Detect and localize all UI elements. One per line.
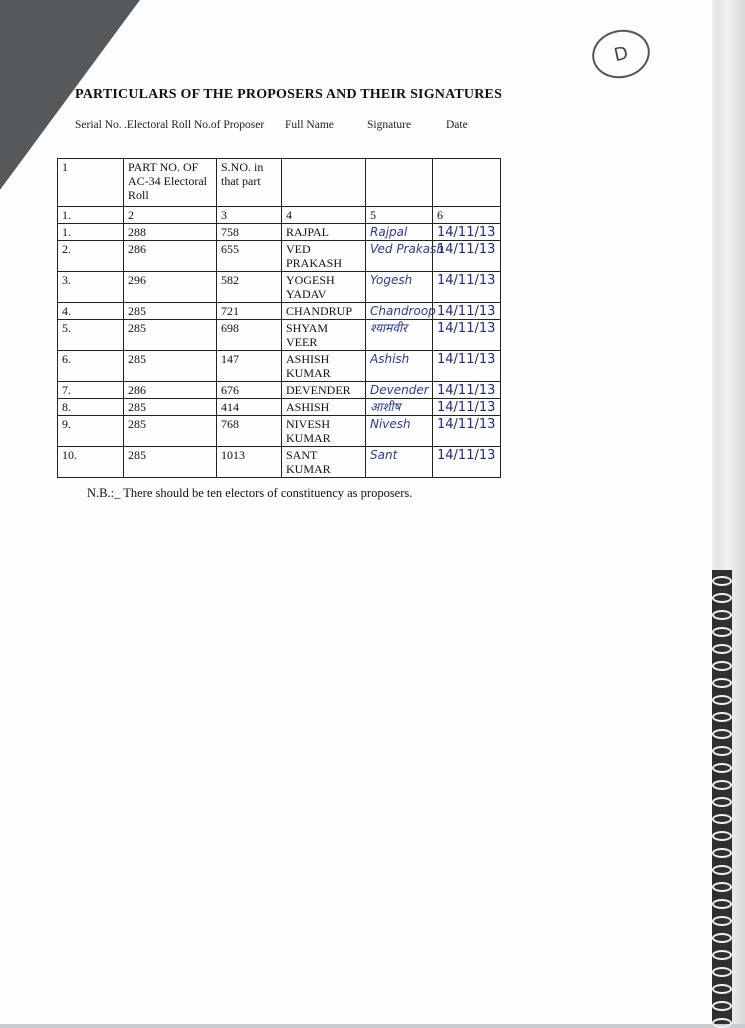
handwritten-signature: Chandroop <box>370 304 436 318</box>
serial-cell: 6. <box>58 351 124 382</box>
table-row <box>58 241 501 272</box>
handwritten-date: 14/11/13 <box>437 352 496 367</box>
col-header-3: S.NO. in that part <box>217 159 282 207</box>
spiral-coil <box>712 984 732 994</box>
part-no-cell: 286 <box>124 241 217 272</box>
handwritten-signature: आशीष <box>370 400 401 414</box>
handwritten-date: 14/11/13 <box>437 448 496 463</box>
spiral-coil <box>712 610 732 620</box>
date-cell <box>433 320 501 351</box>
table-row <box>58 272 501 303</box>
name-cell: VED PRAKASH <box>282 241 366 272</box>
handwritten-signature: Sant <box>370 448 398 462</box>
handwritten-date: 14/11/13 <box>437 273 496 288</box>
serial-cell: 4. <box>58 303 124 320</box>
spiral-coil <box>712 712 732 722</box>
signature-cell <box>366 303 436 320</box>
spiral-coil <box>712 814 732 824</box>
spiral-coil <box>712 1001 732 1011</box>
signature-cell <box>366 320 433 351</box>
part-no-cell: 285 <box>124 320 217 351</box>
proposers-table <box>57 158 501 478</box>
header-date: Date <box>446 119 468 131</box>
signature-cell <box>366 351 433 382</box>
table-row <box>58 320 501 351</box>
sno-cell: 676 <box>217 382 282 399</box>
table-row <box>58 303 501 320</box>
table-row <box>58 416 501 447</box>
name-cell: NIVESH KUMAR <box>282 416 366 447</box>
sno-cell: 698 <box>217 320 282 351</box>
sno-cell: 414 <box>217 399 282 416</box>
header-full-name: Full Name <box>285 119 334 131</box>
serial-cell: 7. <box>58 382 124 399</box>
date-cell <box>433 416 501 447</box>
date-cell <box>433 272 501 303</box>
handwritten-signature: Ashish <box>370 352 410 366</box>
footnote: N.B.:_ There should be ten electors of constituency as proposers. <box>87 486 413 500</box>
part-no-cell: 296 <box>124 272 217 303</box>
spiral-coil <box>712 967 732 977</box>
part-no-cell: 285 <box>124 303 217 320</box>
spiral-coil <box>712 865 732 875</box>
handwritten-date: 14/11/13 <box>437 383 496 398</box>
spiral-coil <box>712 780 732 790</box>
col-header-5 <box>366 159 433 207</box>
signature-cell <box>366 224 433 241</box>
sno-cell: 582 <box>217 272 282 303</box>
spiral-coil <box>712 576 732 586</box>
spiral-coil <box>712 950 732 960</box>
spiral-coil <box>712 627 732 637</box>
spiral-coil <box>712 831 732 841</box>
spiral-coil <box>712 899 732 909</box>
spiral-coil <box>712 933 732 943</box>
spiral-coil <box>712 882 732 892</box>
handwritten-signature: Nivesh <box>370 417 411 431</box>
spiral-coil <box>712 763 732 773</box>
page-mark-letter: D <box>612 42 630 66</box>
table-row <box>58 382 501 399</box>
date-cell <box>433 303 501 320</box>
sno-cell: 655 <box>217 241 282 272</box>
serial-cell: 5. <box>58 320 124 351</box>
name-cell: RAJPAL <box>282 224 366 241</box>
table-row <box>58 399 501 416</box>
spiral-coil <box>712 729 732 739</box>
sno-cell: 1013 <box>217 447 282 478</box>
date-cell <box>433 399 501 416</box>
spiral-coil <box>712 746 732 756</box>
table-row <box>58 351 501 382</box>
handwritten-signature: Ved Prakash <box>370 242 445 256</box>
spiral-coil <box>712 593 732 603</box>
name-cell: YOGESH YADAV <box>282 272 366 303</box>
spiral-coil <box>712 848 732 858</box>
col-number-4: 4 <box>282 207 366 224</box>
spiral-coil <box>712 661 732 671</box>
date-cell <box>433 447 501 478</box>
handwritten-signature: Yogesh <box>370 273 413 287</box>
name-cell: ASHISH <box>282 399 366 416</box>
date-cell <box>433 351 501 382</box>
handwritten-date: 14/11/13 <box>437 304 496 319</box>
signature-cell <box>366 416 433 447</box>
date-cell <box>433 382 501 399</box>
col-number-3: 3 <box>217 207 282 224</box>
col-header-1: 1 <box>58 159 124 207</box>
col-header-2: PART NO. OF AC-34 Electoral Roll <box>124 159 217 207</box>
name-cell: SHYAM VEER <box>282 320 366 351</box>
part-no-cell: 285 <box>124 399 217 416</box>
signature-cell <box>366 447 433 478</box>
part-no-cell: 285 <box>124 416 217 447</box>
table-row <box>58 224 501 241</box>
signature-cell <box>366 272 433 303</box>
name-cell: SANT KUMAR <box>282 447 366 478</box>
spiral-coil <box>712 695 732 705</box>
part-no-cell: 286 <box>124 382 217 399</box>
name-cell: DEVENDER <box>282 382 366 399</box>
col-number-6: 6 <box>433 207 501 224</box>
col-header-6 <box>433 159 501 207</box>
spiral-coil <box>712 644 732 654</box>
part-no-cell: 285 <box>124 351 217 382</box>
serial-cell: 2. <box>58 241 124 272</box>
spiral-coil <box>712 916 732 926</box>
table-header-row <box>58 159 501 207</box>
spiral-coil <box>712 1018 732 1028</box>
document-title: PARTICULARS OF THE PROPOSERS AND THEIR SIGNATURES <box>75 87 503 102</box>
serial-cell: 1. <box>58 224 124 241</box>
serial-cell: 3. <box>58 272 124 303</box>
signature-cell <box>366 382 433 399</box>
sno-cell: 768 <box>217 416 282 447</box>
header-serial: Serial No. <box>75 119 122 131</box>
handwritten-date: 14/11/13 <box>437 225 496 240</box>
header-electoral-roll: .Electoral Roll No.of Proposer <box>124 119 265 131</box>
sno-cell: 147 <box>217 351 282 382</box>
handwritten-date: 14/11/13 <box>437 417 496 432</box>
serial-cell: 10. <box>58 447 124 478</box>
signature-cell <box>366 241 445 272</box>
col-number-1: 1. <box>58 207 124 224</box>
column-number-row <box>58 207 501 224</box>
serial-cell: 8. <box>58 399 124 416</box>
serial-cell: 9. <box>58 416 124 447</box>
handwritten-date: 14/11/13 <box>437 242 496 257</box>
handwritten-signature: श्यामवीर <box>370 321 408 335</box>
date-cell <box>433 224 501 241</box>
col-number-5: 5 <box>366 207 433 224</box>
handwritten-date: 14/11/13 <box>437 321 496 336</box>
spiral-coil <box>712 797 732 807</box>
header-signature: Signature <box>367 119 412 131</box>
table-row <box>58 447 501 478</box>
col-header-4 <box>282 159 366 207</box>
col-number-2: 2 <box>124 207 217 224</box>
sno-cell: 721 <box>217 303 282 320</box>
handwritten-date: 14/11/13 <box>437 400 496 415</box>
part-no-cell: 288 <box>124 224 217 241</box>
handwritten-signature: Rajpal <box>370 225 408 239</box>
sno-cell: 758 <box>217 224 282 241</box>
date-cell <box>433 241 501 272</box>
signature-cell <box>366 399 433 416</box>
handwritten-signature: Devender <box>370 383 429 397</box>
name-cell: CHANDRUP <box>282 303 366 320</box>
part-no-cell: 285 <box>124 447 217 478</box>
spiral-coil <box>712 678 732 688</box>
name-cell: ASHISH KUMAR <box>282 351 366 382</box>
